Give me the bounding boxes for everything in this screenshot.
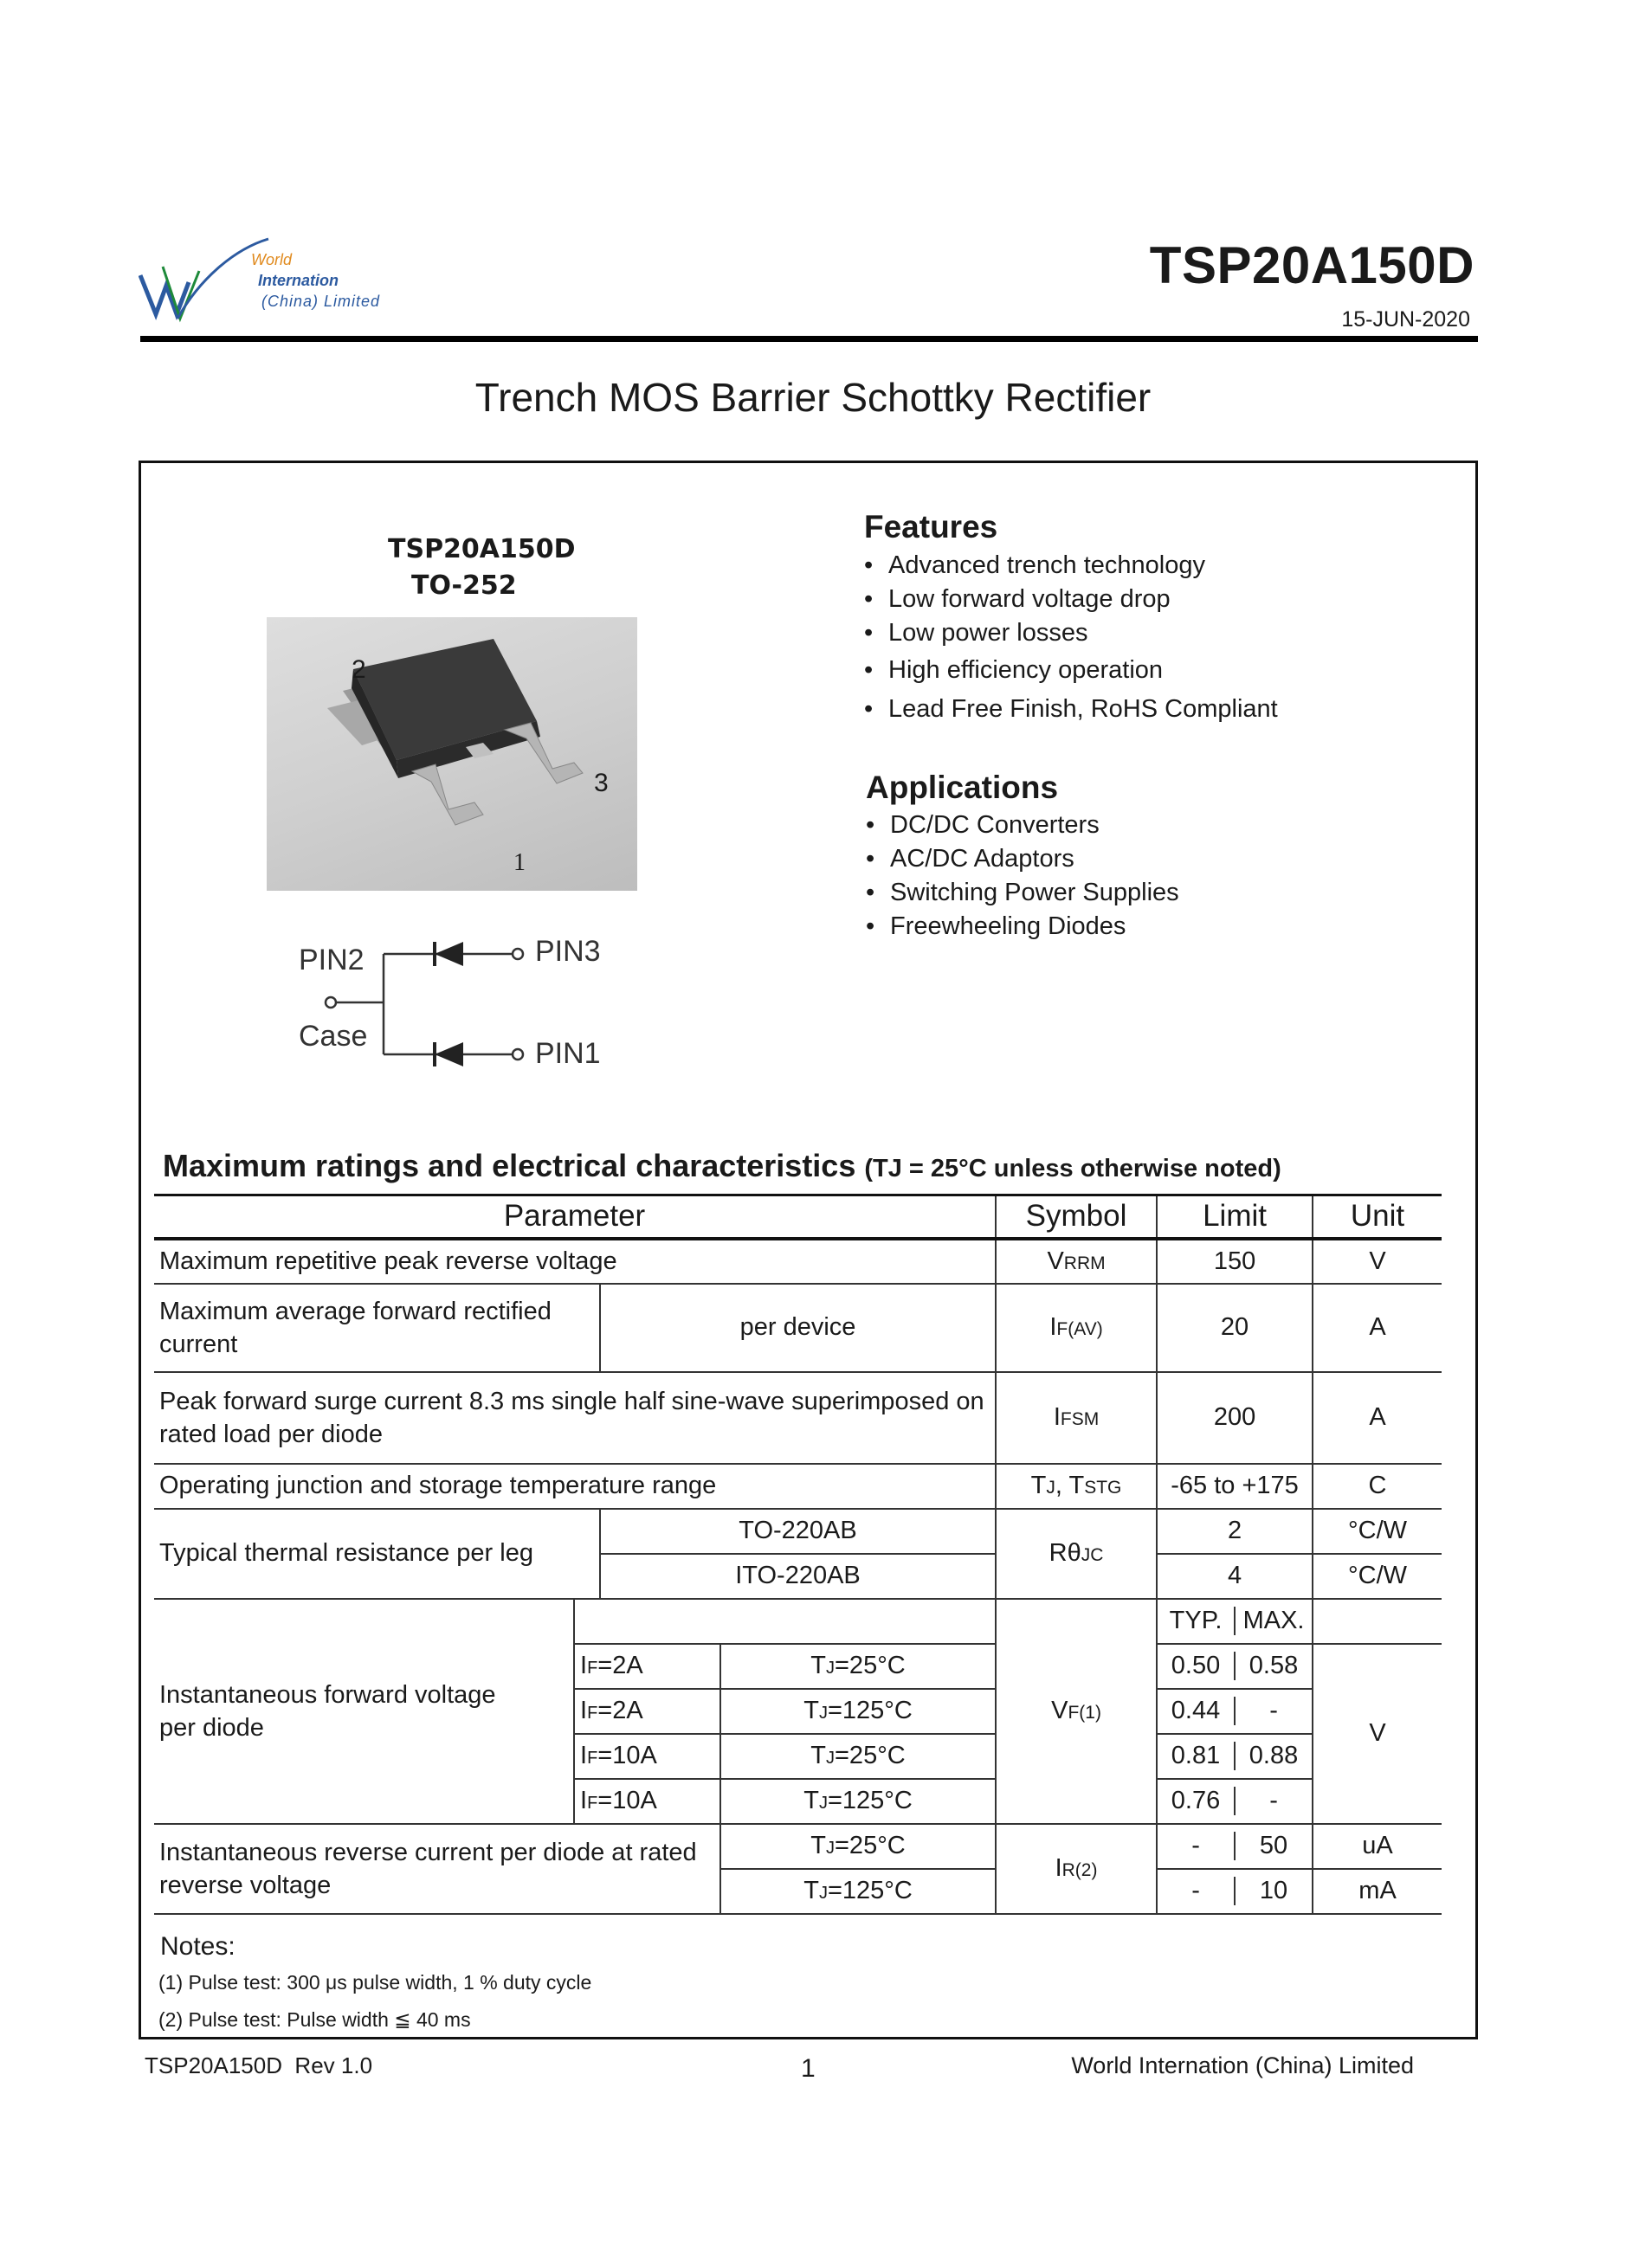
ir-cond-tj: TJ=25°C [720, 1824, 996, 1869]
note-item: (2) Pulse test: Pulse width ≦ 40 ms [158, 2008, 471, 2031]
rth-limit-2: 4 [1157, 1554, 1313, 1599]
footer-page-number: 1 [801, 2054, 816, 2083]
tj-limit: -65 to +175 [1157, 1464, 1313, 1509]
vrrm-unit: V [1313, 1239, 1442, 1284]
table-row [154, 1372, 1442, 1464]
table-row [154, 1464, 1442, 1509]
package-part-name: TSP20A150D [388, 534, 576, 564]
logo-text-internation: Internation [258, 272, 339, 289]
vf-values: 0.50 0.58 [1157, 1644, 1313, 1689]
notes-heading: Notes: [160, 1932, 236, 1961]
applications-heading: Applications [866, 770, 1059, 805]
header-symbol: Symbol [996, 1195, 1157, 1239]
ir-symbol: IR(2) [996, 1824, 1157, 1914]
features-heading: Features [864, 509, 998, 544]
rth-param: Typical thermal resistance per leg [154, 1509, 600, 1599]
header-limit: Limit [1157, 1195, 1313, 1239]
to252-package-icon [267, 617, 637, 891]
logo-text-world: World [251, 251, 293, 268]
ratings-condition-text: (TJ = 25°C unless otherwise noted) [864, 1155, 1281, 1182]
ratings-section-title [163, 1148, 1281, 1184]
table-row [154, 1284, 1442, 1372]
vf-cond-tj: TJ=125°C [720, 1689, 996, 1734]
ir-unit: uA [1313, 1824, 1442, 1869]
vf-cond-tj: TJ=25°C [720, 1734, 996, 1779]
vf-unit: V [1313, 1644, 1442, 1824]
vf-unit-header [1313, 1599, 1442, 1644]
ifsm-unit: A [1313, 1372, 1442, 1464]
features-list [864, 549, 1278, 726]
document-date: 15-JUN-2020 [1341, 307, 1470, 332]
pin-label-3: 3 [594, 769, 609, 797]
tj-param: Operating junction and storage temperature range [154, 1464, 996, 1509]
tj-symbol: TJ, TSTG [996, 1464, 1157, 1509]
feature-item: • Lead Free Finish, RoHS Compliant [864, 693, 1278, 726]
vrrm-symbol: VRRM [996, 1239, 1157, 1284]
vf-cond-if: IF=10A [574, 1779, 720, 1824]
vf-empty-header [574, 1599, 996, 1644]
vf-symbol: VF(1) [996, 1599, 1157, 1824]
rth-unit-2: °C/W [1313, 1554, 1442, 1599]
company-logo [139, 232, 398, 336]
ir-values: - 10 [1157, 1869, 1313, 1914]
schematic-pin3-label: PIN3 [535, 935, 601, 968]
table-row [154, 1599, 1442, 1644]
ifav-param: Maximum average forward rectified current [154, 1284, 600, 1372]
ratings-title-text: Maximum ratings and electrical characteristics [163, 1148, 856, 1183]
ifav-condition: per device [600, 1284, 996, 1372]
package-photo [267, 617, 637, 891]
header-divider [140, 336, 1478, 342]
vf-cond-tj: TJ=125°C [720, 1779, 996, 1824]
ifav-unit: A [1313, 1284, 1442, 1372]
schematic-pin2-label: PIN2 [299, 944, 365, 976]
tj-unit: C [1313, 1464, 1442, 1509]
applications-list [866, 809, 1179, 944]
pin-schematic [286, 918, 632, 1082]
schematic-pin1-label: PIN1 [535, 1037, 601, 1070]
vf-cond-if: IF=10A [574, 1734, 720, 1779]
table-header-row [154, 1195, 1442, 1239]
application-item: • AC/DC Adaptors [866, 842, 1179, 876]
pin-label-1: 1 [513, 849, 526, 876]
part-number-title: TSP20A150D [1149, 236, 1474, 294]
feature-item: • High efficiency operation [864, 654, 1278, 687]
vf-param: Instantaneous forward voltage per diode [154, 1599, 574, 1824]
footer-company: World Internation (China) Limited [1071, 2052, 1414, 2078]
logo-text-limited: (China) Limited [261, 293, 381, 310]
vf-typ-max-header: TYP. MAX. [1157, 1599, 1313, 1644]
vf-cond-if: IF=2A [574, 1644, 720, 1689]
rth-symbol: RθJC [996, 1509, 1157, 1599]
vrrm-limit: 150 [1157, 1239, 1313, 1284]
ifav-symbol: IF(AV) [996, 1284, 1157, 1372]
table-row [154, 1239, 1442, 1284]
table-row [154, 1509, 1442, 1554]
ir-param: Instantaneous reverse current per diode at rated reverse voltage [154, 1824, 720, 1914]
feature-item: • Advanced trench technology [864, 549, 1278, 583]
package-type: TO-252 [411, 570, 517, 601]
rth-unit-1: °C/W [1313, 1509, 1442, 1554]
rth-limit-1: 2 [1157, 1509, 1313, 1554]
header-parameter: Parameter [154, 1195, 996, 1239]
vf-values: 0.81 0.88 [1157, 1734, 1313, 1779]
vf-values: 0.44 - [1157, 1689, 1313, 1734]
vf-cond-tj: TJ=25°C [720, 1644, 996, 1689]
vf-cond-if: IF=2A [574, 1689, 720, 1734]
feature-item: • Low power losses [864, 616, 1278, 650]
ir-values: - 50 [1157, 1824, 1313, 1869]
ir-unit: mA [1313, 1869, 1442, 1914]
rth-package-2: ITO-220AB [600, 1554, 996, 1599]
header-unit: Unit [1313, 1195, 1442, 1239]
document-title: Trench MOS Barrier Schottky Rectifier [474, 375, 1152, 420]
table-row [154, 1824, 1442, 1869]
application-item: • Freewheeling Diodes [866, 910, 1179, 944]
vrrm-param: Maximum repetitive peak reverse voltage [154, 1239, 996, 1284]
schematic-case-label: Case [299, 1020, 368, 1053]
application-item: • DC/DC Converters [866, 809, 1179, 842]
footer-revision: TSP20A150D Rev 1.0 [145, 2052, 373, 2078]
ir-cond-tj: TJ=125°C [720, 1869, 996, 1914]
vf-values: 0.76 - [1157, 1779, 1313, 1824]
application-item: • Switching Power Supplies [866, 876, 1179, 910]
ifsm-symbol: IFSM [996, 1372, 1157, 1464]
ifsm-param: Peak forward surge current 8.3 ms single half sine-wave superimposed on rated load per diode [154, 1372, 996, 1464]
pin-label-2: 2 [352, 655, 366, 684]
ratings-table [154, 1194, 1442, 1915]
rth-package-1: TO-220AB [600, 1509, 996, 1554]
note-item: (1) Pulse test: 300 μs pulse width, 1 % duty cycle [158, 1971, 592, 1994]
ifsm-limit: 200 [1157, 1372, 1313, 1464]
feature-item: • Low forward voltage drop [864, 583, 1278, 616]
ifav-limit: 20 [1157, 1284, 1313, 1372]
